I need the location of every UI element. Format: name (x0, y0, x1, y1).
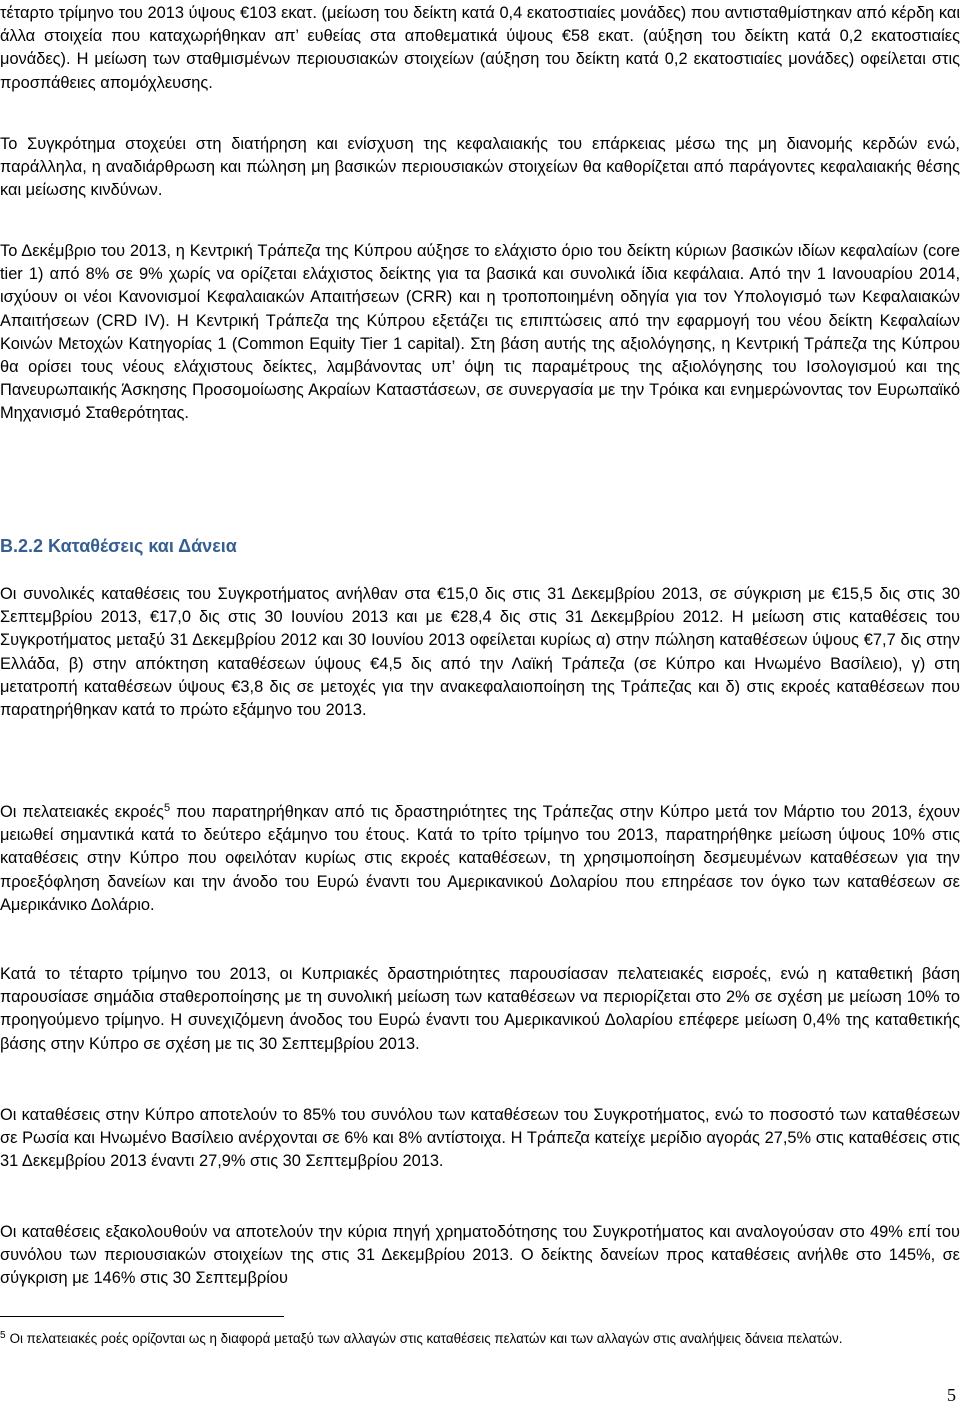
page-number: 5 (947, 1385, 956, 1405)
outflows-text-rest: που παρατηρήθηκαν από τις δραστηριότητες της Τράπεζας στην Κύπρο μετά τον Μάρτιο του 2013, έχουν μειωθεί σημαντικά κατά το δεύτερο εξάμηνο του έτους. Κατά το τρίτο τρίμηνο του 2013, παρατηρήθηκε μείωση ύψους 10% στις καταθέσεις στην Κύπρο που οφειλόταν κυρίως στις εκροές καταθέσεων, τη χρησιμοποίηση δεσμευμένων καταθέσεων για την προεξόφληση δανείων και την άνοδο του Ευρώ έναντι του Αμερικανικού Δολαρίου που επηρέασε τον όγκο των καταθέσεων σε Αμερικάνικο Δολάριο. (0, 803, 960, 914)
paragraph-total-deposits: Οι συνολικές καταθέσεις του Συγκροτήματος ανήλθαν στα €15,0 δις στις 31 Δεκεμβρίου 2013, σε σύγκριση με €15,5 δις στις 30 Σεπτεμβρίου 2013, €17,0 δις στις 30 Ιουνίου 2013 και με €28,4 δις στις 31 Δεκεμβρίου 2012. Η μείωση στις καταθέσεις του Συγκροτήματος μεταξύ 31 Δεκεμβρίου 2012 και 30 Ιουνίου 2013 οφείλεται κυρίως α) στην πώληση καταθέσεων ύψους €7,7 δις στην Ελλάδα, β) στην απόκτηση καταθέσεων ύψους €4,5 δις από την Λαϊκή Τράπεζα (σε Κύπρο και Ηνωμένο Βασίλειο), γ) στη μετατροπή καταθέσεων ύψους €3,8 δις σε μετοχές για την ανακεφαλαιοποίηση της Τράπεζας και δ) στις εκροές καταθέσεων που παρατηρήθηκαν κατά το πρώτο εξάμηνο του 2013. (0, 585, 960, 720)
footnote-number: 5 (0, 1330, 6, 1341)
paragraph-fourth-quarter-inflows: Κατά το τέταρτο τρίμηνο του 2013, οι Κυπριακές δραστηριότητες παρουσίασαν πελατειακές εισροές, ενώ η καταθετική βάση παρουσίασε σημάδια σταθεροποίησης με τη συνολική μείωση των καταθέσεων να περιορίζεται στο 2% σε σχέση με μείωση 10% το προηγούμενο τρίμηνο. Η συνεχιζόμενη άνοδος του Ευρώ έναντι του Αμερικανικού Δολαρίου επέφερε μείωση 0,4% της καταθετικής βάσης στην Κύπρο σε σχέση με τις 30 Σεπτεμβρίου 2013. (0, 965, 960, 1053)
section-heading-deposits-loans: Β.2.2 Καταθέσεις και Δάνεια (0, 536, 237, 556)
footnote-separator (0, 1316, 284, 1317)
footnote (0, 1325, 960, 1349)
paragraph-deposit-market-share: Οι καταθέσεις στην Κύπρο αποτελούν το 85% του συνόλου των καταθέσεων του Συγκροτήματος, ενώ το ποσοστό των καταθέσεων σε Ρωσία και Ηνωμένο Βασίλειο ανέρχονται σε 6% και 8% αντίστοιχα. Η Τράπεζα κατείχε μερίδιο αγοράς 27,5% στις καταθέσεις στις 31 Δεκεμβρίου 2013 έναντι 27,9% στις 30 Σεπτεμβρίου 2013. (0, 1106, 960, 1171)
footnote-text: Οι πελατειακές ροές ορίζονται ως η διαφορά μεταξύ των αλλαγών στις καταθέσεις πελατών και των αλλαγών στις αναλήψεις δάνεια πελατών. (9, 1331, 843, 1346)
footnote-reference: 5 (163, 802, 171, 814)
paragraph-loan-to-deposit-ratio: Οι καταθέσεις εξακολουθούν να αποτελούν την κύρια πηγή χρηματοδότησης του Συγκροτήματος και αναλογούσαν στο 49% επί του συνόλου των περιουσιακών στοιχείων της στις 31 Δεκεμβρίου 2013. Ο δείκτης δανείων προς καταθέσεις ανήλθε στο 145%, σε σύγκριση με 146% στις 30 Σεπτεμβρίου (0, 1223, 960, 1288)
paragraph-capital-ratio-changes: τέταρτο τρίμηνο του 2013 ύψους €103 εκατ. (μείωση του δείκτη κατά 0,4 εκατοστιαίες μονάδες) που αντισταθμίστηκαν από κέρδη και άλλα στοιχεία που καταχωρήθηκαν απ’ ευθείας στα αποθεματικά ύψους €58 εκατ. (αύξηση του δείκτη κατά 0,2 εκατοστιαίες μονάδες). Η μείωση των σταθμισμένων περιουσιακών στοιχείων (αύξηση του δείκτη κατά 0,2 εκατοστιαίες μονάδες) οφείλεται στις προσπάθειες απομόχλευσης. (0, 4, 960, 92)
paragraph-capital-adequacy-strategy: Το Συγκρότημα στοχεύει στη διατήρηση και ενίσχυση της κεφαλαιακής του επάρκειας μέσω της μη διανομής κερδών ενώ, παράλληλα, η αναδιάρθρωση και πώληση μη βασικών περιουσιακών στοιχείων θα καθορίζεται από παράγοντες κεφαλαιακής θέσης και μείωσης κινδύνων. (0, 135, 960, 200)
outflows-text-start: Οι πελατειακές εκροές (0, 803, 164, 821)
paragraph-customer-outflows (0, 797, 960, 917)
paragraph-central-bank-requirements: Το Δεκέμβριο του 2013, η Κεντρική Τράπεζα της Κύπρου αύξησε το ελάχιστο όριο του δείκτη κύριων βασικών ιδίων κεφαλαίων (core tier 1) από 8% σε 9% χωρίς να ορίζεται ελάχιστος δείκτης για τα βασικά και συνολικά ίδια κεφάλαια. Από την 1 Ιανουαρίου 2014, ισχύουν οι νέοι Κανονισμοί Κεφαλαιακών Απαιτήσεων (CRR) και η τροποποιημένη οδηγία για τον Υπολογισμό των Κεφαλαιακών Απαιτήσεων (CRD IV). Η Κεντρική Τράπεζα της Κύπρου εξετάζει τις επιπτώσεις από την εφαρμογή του νέου δείκτη Κεφαλαίων Κοινών Μετοχών Κατηγορίας 1 (Common Equity Tier 1 capital). Στη βάση αυτής της αξιολόγησης, η Κεντρική Τράπεζα της Κύπρου θα ορίσει τους νέους ελάχιστους δείκτες, λαμβάνοντας υπ’ όψη τις παραμέτρους της αξιολόγησης του Ισολογισμού και της Πανευρωπαικής Άσκησης Προσομοίωσης Ακραίων Καταστάσεων, σε συνεργασία με την Τρόικα και ενημερώνοντας τον Ευρωπαϊκό Μηχανισμό Σταθερότητας. (0, 242, 960, 423)
